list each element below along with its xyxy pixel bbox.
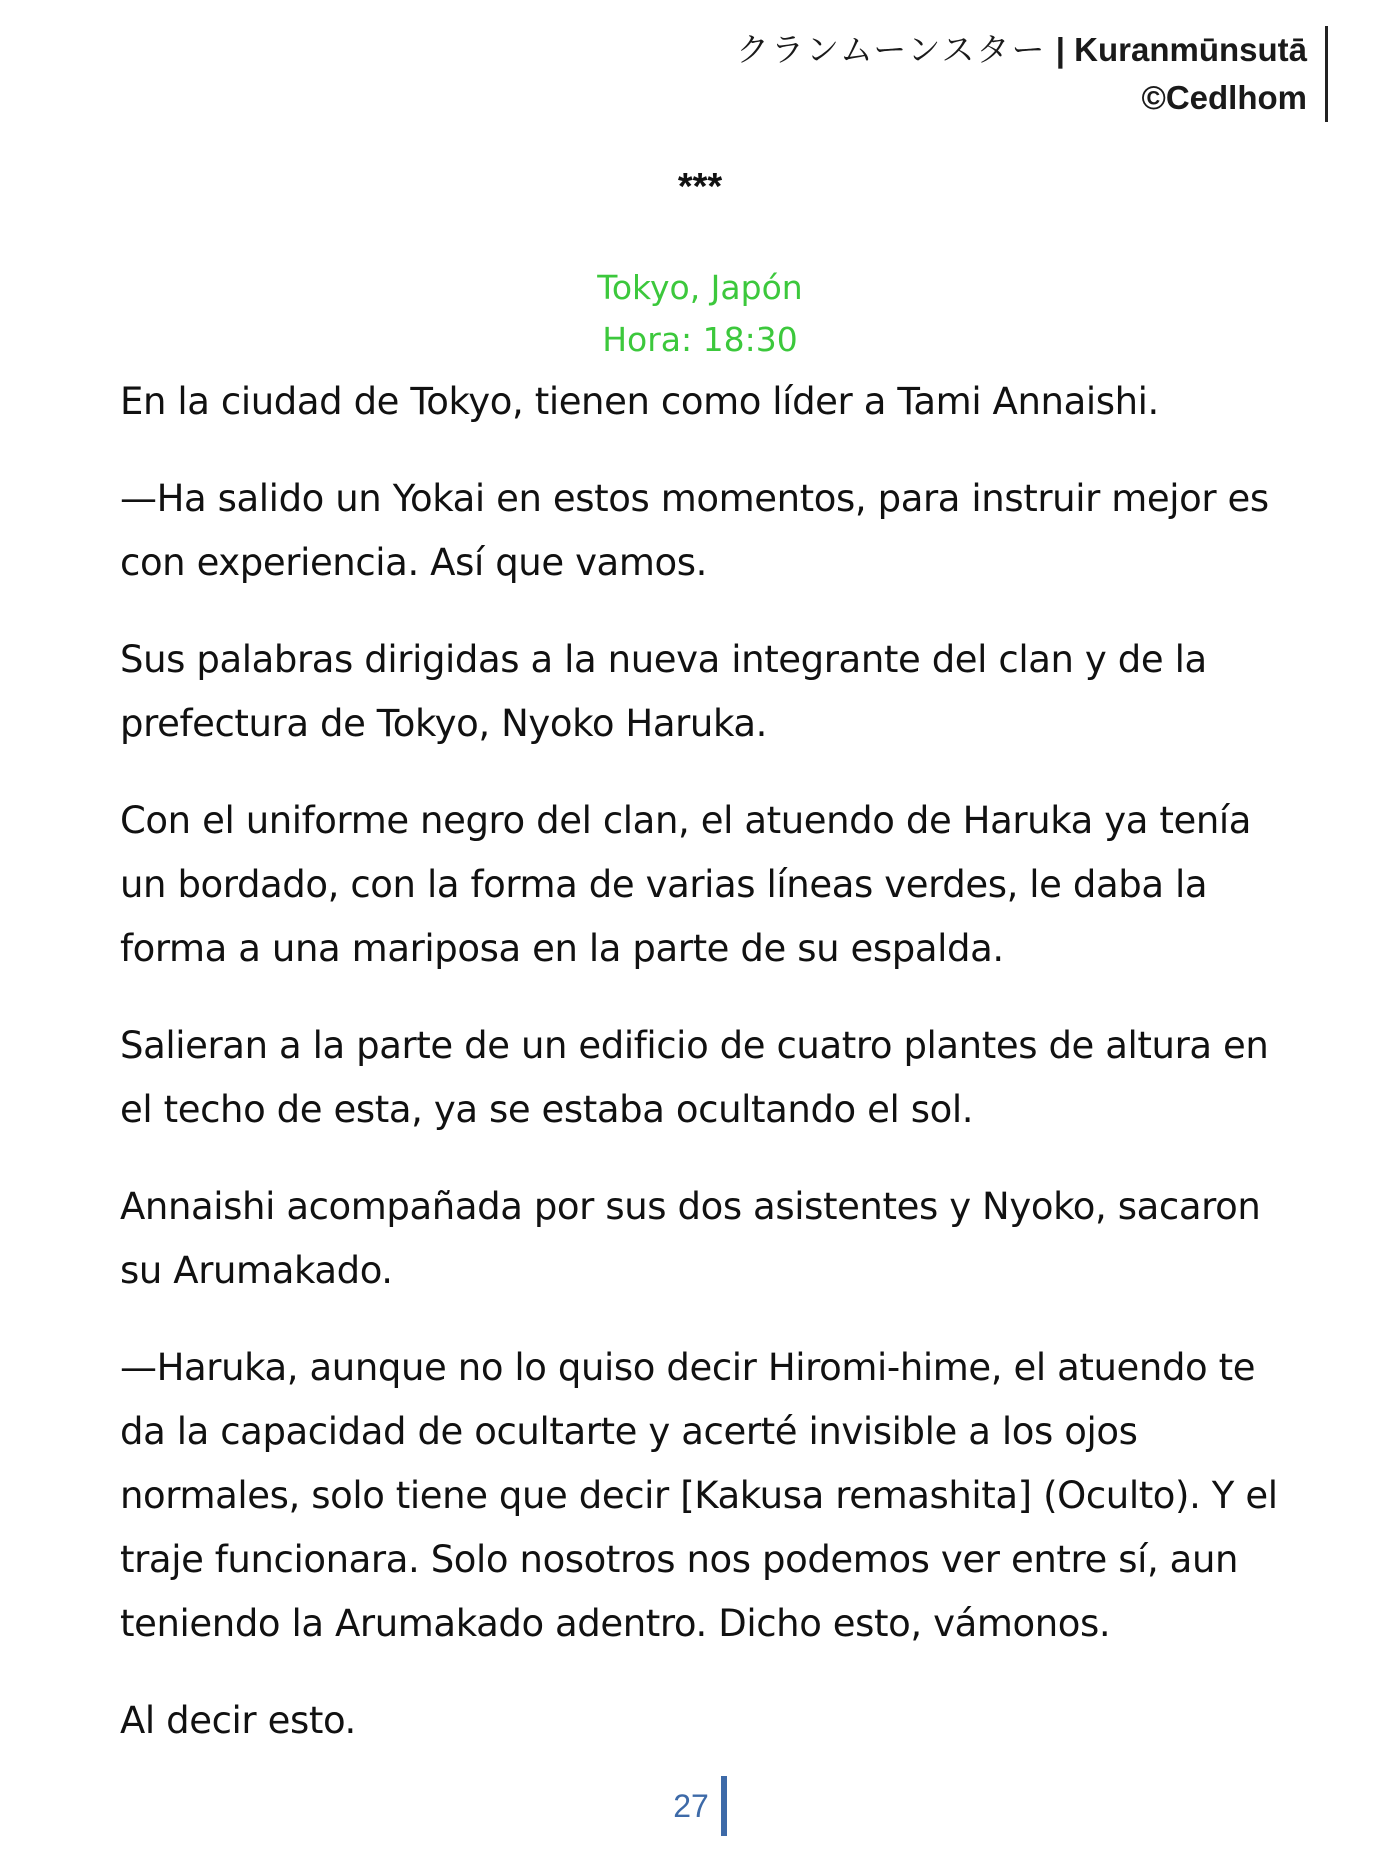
paragraph: En la ciudad de Tokyo, tienen como líder a Tami Annaishi. xyxy=(120,380,1159,423)
location-heading xyxy=(0,262,1400,366)
header-title-separator: | xyxy=(1055,31,1065,68)
paragraph: Al decir esto. xyxy=(120,1699,356,1742)
paragraph: Con el uniforme negro del clan, el atuendo de Haruka ya tenía un bordado, con la forma de varias líneas verdes, le daba la forma a una mariposa en la parte de su espalda. xyxy=(120,799,1252,970)
paragraph: Annaishi acompañada por sus dos asistentes y Nyoko, sacaron su Arumakado. xyxy=(120,1185,1261,1292)
header-title-japanese: クランムーンスター xyxy=(736,30,1047,69)
header-copyright: ©Cedlhom xyxy=(1141,79,1307,116)
paragraph: —Ha salido un Yokai en estos momentos, para instruir mejor es con experiencia. Así que vamos. xyxy=(120,477,1269,584)
paragraph: —Haruka, aunque no lo quiso decir Hiromi-hime, el atuendo te da la capacidad de ocultarte y acerté invisible a los ojos normales, solo tiene que decir [Kakusa remashita] (Oculto). Y el traje funcionara. Solo nosotros nos podemos ver entre sí, aun teniendo la Arumakado adentro. Dicho esto, vámonos. xyxy=(120,1346,1278,1645)
header-title-line xyxy=(736,26,1307,74)
location-place: Tokyo, Japón xyxy=(597,268,803,307)
page-header xyxy=(736,26,1328,122)
paragraph: Salieran a la parte de un edificio de cuatro plantes de altura en el techo de esta, ya se estaba ocultando el sol. xyxy=(120,1024,1269,1131)
header-title-romaji: Kuranmūnsutā xyxy=(1074,31,1307,68)
page-footer xyxy=(0,1776,1400,1836)
paragraph: Sus palabras dirigidas a la nueva integrante del clan y de la prefectura de Tokyo, Nyoko Haruka. xyxy=(120,638,1207,745)
scene-break: *** xyxy=(677,166,723,208)
location-time: Hora: 18:30 xyxy=(602,320,798,359)
page-number: 27 xyxy=(673,1776,727,1836)
story-body xyxy=(120,370,1300,1786)
